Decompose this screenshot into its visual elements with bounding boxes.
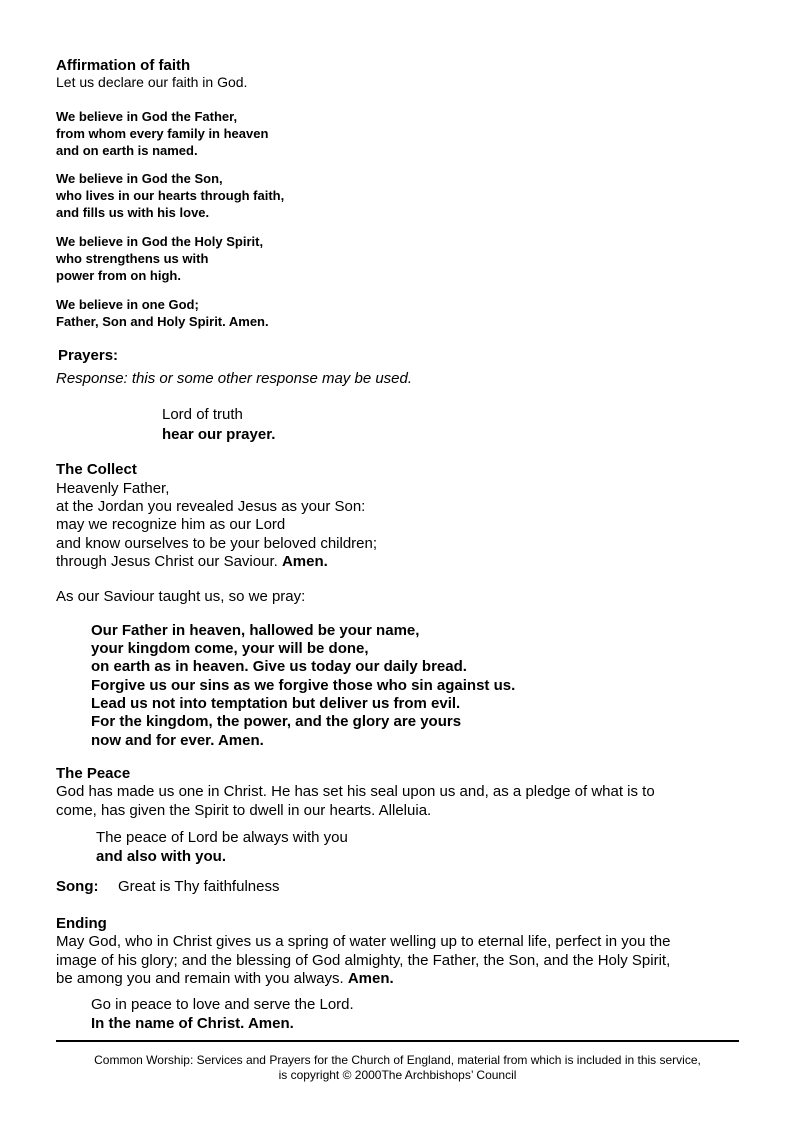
- collect-line: at the Jordan you revealed Jesus as your Son:: [56, 498, 366, 515]
- lords-prayer-line: on earth as in heaven. Give us today our daily bread.: [91, 658, 467, 675]
- peace-versicle: The peace of Lord be always with you: [96, 829, 348, 846]
- collect-line: may we recognize him as our Lord: [56, 516, 286, 533]
- ending-line: May God, who in Christ gives us a spring of water welling up to eternal life, perfect in you the: [56, 933, 671, 950]
- dismissal-response: In the name of Christ. Amen.: [91, 1015, 294, 1032]
- footer-divider: [56, 1040, 739, 1042]
- stanza-line: We believe in God the Father,: [56, 109, 238, 124]
- stanza-line: We believe in one God;: [56, 297, 199, 312]
- ending-line-final: be among you and remain with you always. Amen.: [56, 970, 394, 987]
- prayers-heading: Prayers:: [58, 347, 119, 364]
- lords-prayer-line: For the kingdom, the power, and the glory are yours: [91, 713, 462, 730]
- dismissal: Go in peace to love and serve the Lord.: [91, 996, 354, 1013]
- lords-prayer-line: now and for ever. Amen.: [91, 732, 264, 749]
- song-title: Great is Thy faithfulness: [118, 878, 280, 895]
- stanza-line: and on earth is named.: [56, 143, 198, 158]
- ending-heading: Ending: [56, 915, 107, 932]
- prayers-versicle: Lord of truth: [162, 406, 243, 423]
- stanza-line: who strengthens us with: [56, 251, 209, 266]
- stanza-line: We believe in God the Holy Spirit,: [56, 234, 264, 249]
- song-label: Song:: [56, 878, 99, 895]
- lords-prayer-line: Lead us not into temptation but deliver us from evil.: [91, 695, 461, 712]
- ending-amen: Amen.: [347, 970, 394, 987]
- peace-response: and also with you.: [96, 848, 227, 865]
- collect-line: Heavenly Father,: [56, 480, 170, 497]
- ending-line: image of his glory; and the blessing of God almighty, the Father, the Son, and the Holy Spirit,: [56, 952, 671, 969]
- peace-line: come, has given the Spirit to dwell in our hearts. Alleluia.: [56, 802, 432, 819]
- stanza-line: power from on high.: [56, 268, 181, 283]
- lords-prayer-intro: As our Saviour taught us, so we pray:: [56, 588, 306, 605]
- collect-amen: Amen.: [281, 553, 328, 570]
- affirmation-intro: Let us declare our faith in God.: [56, 74, 248, 90]
- affirmation-heading: Affirmation of faith: [56, 57, 191, 74]
- collect-heading: The Collect: [56, 461, 137, 478]
- stanza-line: from whom every family in heaven: [56, 126, 269, 141]
- peace-line: God has made us one in Christ. He has set his seal upon us and, as a pledge of what is to: [56, 783, 655, 800]
- lords-prayer-line: Our Father in heaven, hallowed be your name,: [91, 622, 420, 639]
- copyright-line-2: is copyright © 2000The Archbishops’ Council: [278, 1068, 517, 1082]
- stanza-line: Father, Son and Holy Spirit. Amen.: [56, 314, 269, 329]
- lords-prayer-line: Forgive us our sins as we forgive those who sin against us.: [91, 677, 516, 694]
- stanza-line: who lives in our hearts through faith,: [56, 188, 285, 203]
- stanza-line: and fills us with his love.: [56, 205, 210, 220]
- copyright-line-1: Common Worship: Services and Prayers for the Church of England, material from which is included in this service,: [94, 1053, 701, 1067]
- prayers-rubric: Response: this or some other response may be used.: [56, 370, 413, 387]
- lords-prayer-line: your kingdom come, your will be done,: [91, 640, 369, 657]
- collect-line-final: through Jesus Christ our Saviour. Amen.: [56, 553, 328, 570]
- collect-line: and know ourselves to be your beloved children;: [56, 535, 378, 552]
- peace-heading: The Peace: [56, 765, 131, 782]
- stanza-line: We believe in God the Son,: [56, 171, 223, 186]
- prayers-response: hear our prayer.: [162, 426, 276, 443]
